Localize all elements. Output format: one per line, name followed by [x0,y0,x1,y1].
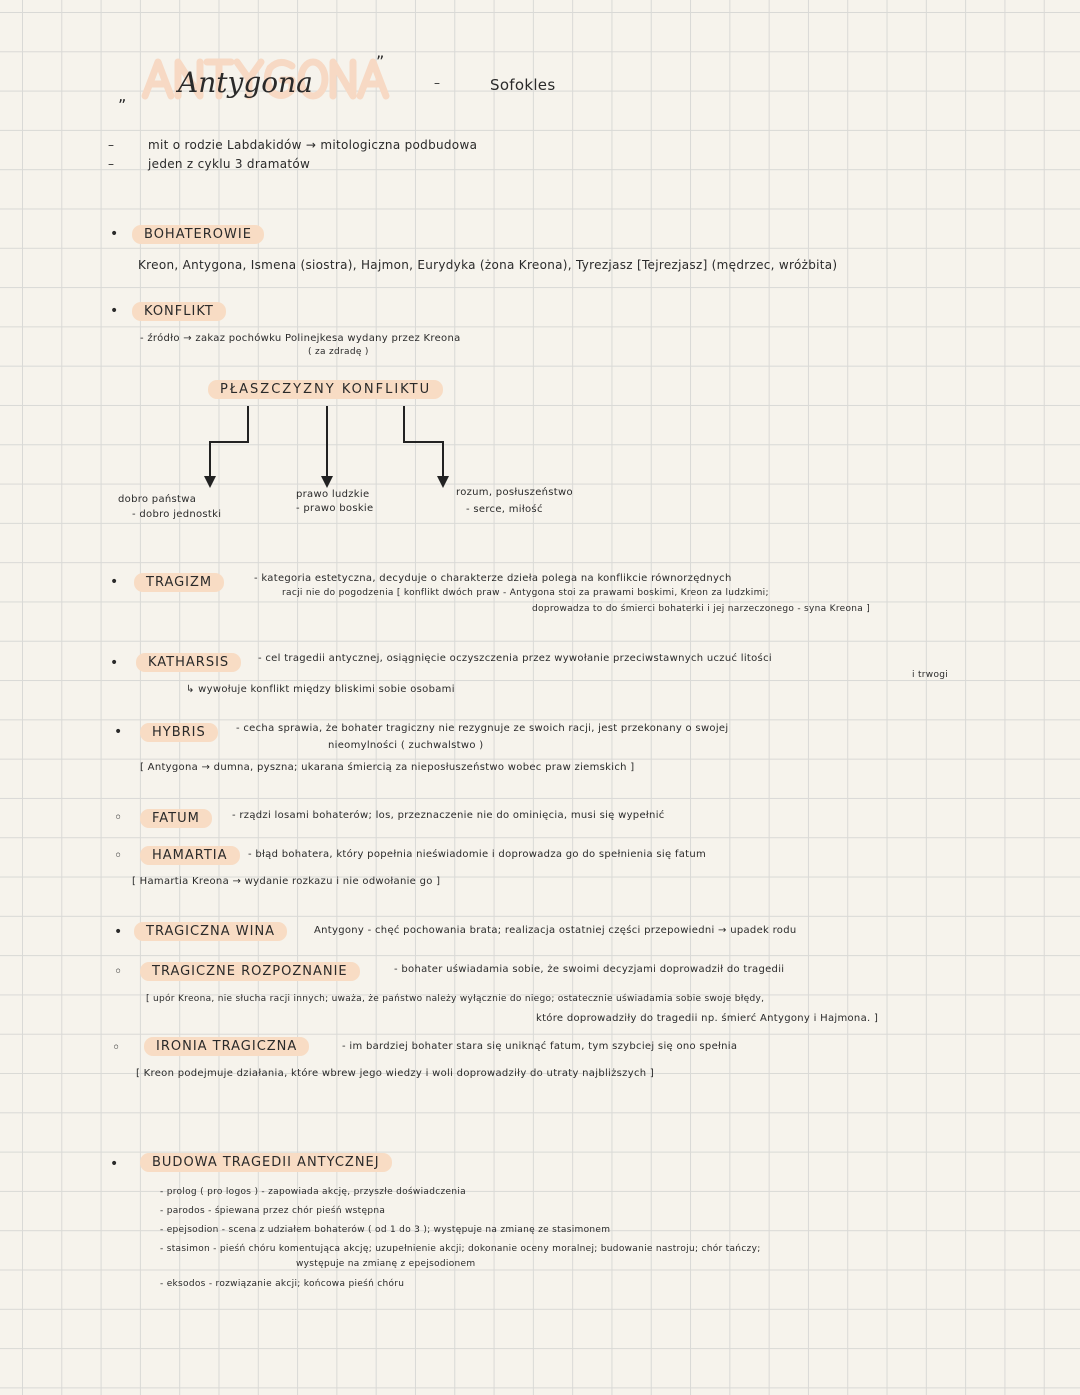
term-text: - cecha sprawia, że bohater tragiczny nie rezygnuje ze swoich racji, jest przekonany o swojej [236,723,729,734]
structure-item: - parodos - śpiewana przez chór pieśń wstępna [160,1206,386,1216]
plane-2-opposite: - prawo boskie [296,503,374,514]
bullet: • [110,226,119,242]
bullet: • [110,655,119,671]
structure-item: występuje na zmianę z epejsodionem [296,1259,476,1269]
heading-katharsis: KATHARSIS [136,653,241,672]
dash: – [108,157,115,171]
bullet: • [114,924,123,940]
heading-bohaterowie: BOHATEROWIE [132,225,264,244]
conflict-source: - źródło → zakaz pochówku Polinejkesa wydany przez Kreona [140,333,461,344]
heading-ironia-tragiczna: IRONIA TRAGICZNA [144,1037,309,1056]
structure-item: - epejsodion - scena z udziałem bohaterów ( od 1 do 3 ); występuje na zmianę ze stasimonem [160,1225,611,1235]
term-example: które doprowadziły do tragedii np. śmierć Antygony i Hajmona. ] [536,1013,879,1024]
quote-open: „ [118,86,127,105]
term-text: - kategoria estetyczna, decyduje o charakterze dzieła polega na konflikcie równorzędnych [254,573,732,584]
heading-budowa: BUDOWA TRAGEDII ANTYCZNEJ [140,1153,392,1172]
bullet: • [110,1156,119,1172]
term-example: [ Kreon podejmuje działania, które wbrew jego wiedzy i woli doprowadziły do utraty najbliższych ] [136,1068,655,1079]
bullet: ◦ [114,964,123,980]
page-title: Antygona [178,66,313,99]
heading-planes: PŁASZCZYZNY KONFLIKTU [208,380,443,399]
term-example: [ Antygona → dumna, pyszna; ukarana śmiercią za nieposłuszeństwo wobec praw ziemskich ] [140,762,635,773]
term-text: racji nie do pogodzenia [ konflikt dwóch praw - Antygona stoi za prawami boskimi, Kreon za ludzkimi; [282,588,769,598]
heading-hybris: HYBRIS [140,723,218,742]
bullet: ◦ [114,848,123,864]
plane-3: rozum, posłuszeństwo [456,487,573,498]
term-text: - cel tragedii antycznej, osiągnięcie oczyszczenia przez wywołanie przeciwstawnych uczuć litości [258,653,772,664]
author: Sofokles [490,76,556,94]
heading-fatum: FATUM [140,809,212,828]
bullet: • [110,303,119,319]
heading-hamartia: HAMARTIA [140,846,240,865]
title-dash: – [434,76,441,90]
term-text: - rządzi losami bohaterów; los, przeznaczenie nie do ominięcia, musi się wypełnić [232,810,665,821]
term-text: doprowadza to do śmierci bohaterki i jej narzeczonego - syna Kreona ] [532,604,871,614]
intro-line: mit o rodzie Labdakidów → mitologiczna podbudowa [148,138,478,152]
intro-line: jeden z cyklu 3 dramatów [148,157,311,171]
structure-item: - eksodos - rozwiązanie akcji; końcowa pieśń chóru [160,1279,405,1289]
structure-item: - prolog ( pro logos ) - zapowiada akcję, przyszłe doświadczenia [160,1187,466,1197]
heading-tragiczne-rozpoznanie: TRAGICZNE ROZPOZNANIE [140,962,360,981]
conflict-source-note: ( za zdradę ) [308,347,369,357]
term-text: Antygony - chęć pochowania brata; realizacja ostatniej części przepowiedni → upadek rodu [314,925,797,936]
structure-item: - stasimon - pieśń chóru komentująca akcję; uzupełnienie akcji; dokonanie oceny moralnej; budowanie nastroju; chór tańczy; [160,1244,761,1254]
plane-2: prawo ludzkie [296,489,370,500]
heading-tragizm: TRAGIZM [134,573,224,592]
dash: – [108,138,115,152]
plane-3-opposite: - serce, miłość [466,504,543,515]
term-example: [ Hamartia Kreona → wydanie rozkazu i nie odwołanie go ] [132,876,441,887]
quote-close: ” [376,52,385,71]
bullet: • [110,574,119,590]
characters-list: Kreon, Antygona, Ismena (siostra), Hajmon, Eurydyka (żona Kreona), Tyrezjasz [Tejrezjasz] (mędrzec, wróżbita) [138,258,838,272]
bullet: ◦ [112,1040,121,1056]
bullet: ◦ [114,810,123,826]
term-text: nieomylności ( zuchwalstwo ) [328,740,484,751]
plane-1: dobro państwa [118,494,197,505]
plane-1-opposite: - dobro jednostki [132,509,222,520]
heading-konflikt: KONFLIKT [132,302,226,321]
term-text: ↳ wywołuje konflikt między bliskimi sobie osobami [186,684,455,695]
heading-tragiczna-wina: TRAGICZNA WINA [134,922,287,941]
term-example: [ upór Kreona, nie słucha racji innych; uważa, że państwo należy wyłącznie do niego; ostatecznie uświadamia sobie swoje błędy, [146,994,765,1004]
term-text: - bohater uświadamia sobie, że swoimi decyzjami doprowadził do tragedii [394,964,785,975]
term-text: - im bardziej bohater stara się uniknąć fatum, tym szybciej się ono spełnia [342,1041,738,1052]
term-text: i trwogi [912,670,949,680]
term-text: - błąd bohatera, który popełnia nieświadomie i doprowadza go do spełnienia się fatum [248,849,707,860]
bullet: • [114,724,123,740]
